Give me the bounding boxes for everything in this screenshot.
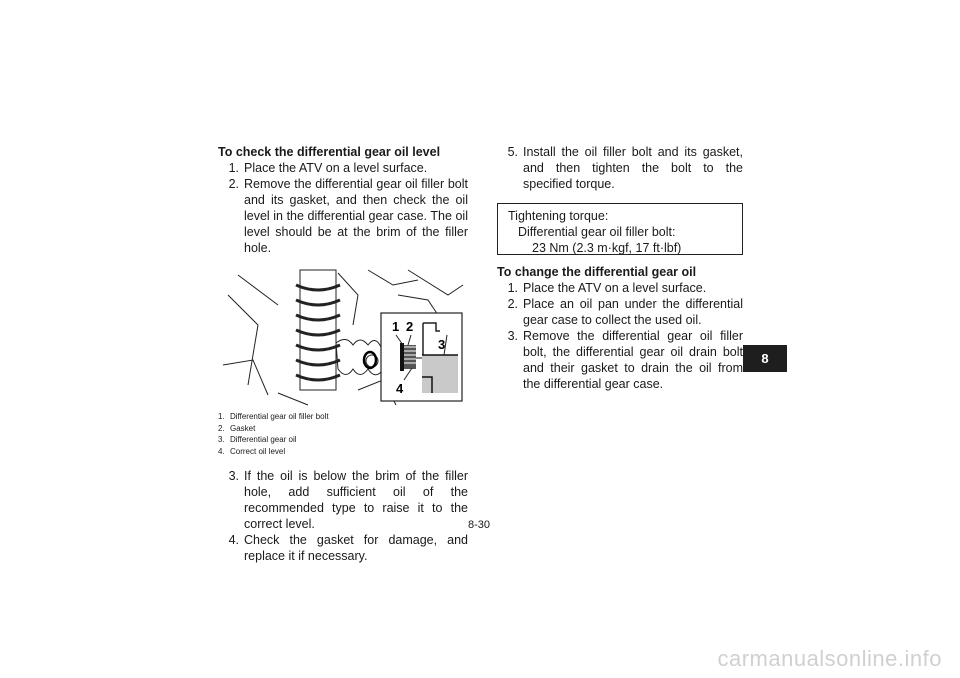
step-item <box>218 468 468 532</box>
step-text: Place an oil pan under the differential gear case to collect the used oil. <box>523 297 743 327</box>
step-number: 4. <box>228 533 239 547</box>
section-heading-check: To check the differential gear oil level <box>218 145 441 159</box>
step-text: If the oil is below the brim of the filler hole, add sufficient oil of the recommended type to raise it to the correct level. <box>244 469 468 531</box>
step-item <box>497 296 743 328</box>
step-text: Remove the differential gear oil filler bolt, the differential gear oil drain bolt and their gasket to drain the oil from the differential gear case. <box>523 329 743 391</box>
step-number: 1. <box>228 161 239 175</box>
left-column <box>218 144 468 564</box>
figure-captions <box>218 411 468 457</box>
step-number: 2. <box>507 297 518 311</box>
step-item <box>218 532 468 564</box>
step-text: Remove the differential gear oil filler bolt and its gasket, and then check the oil level in the differential gear case. The oil level should be at the brim of the filler hole. <box>244 177 468 255</box>
caption-item <box>218 411 468 423</box>
caption-item <box>218 434 468 446</box>
step-number: 5. <box>507 145 518 159</box>
caption-number: 3. <box>218 435 225 444</box>
step-number: 3. <box>228 469 239 483</box>
step-item <box>497 280 743 296</box>
step-list <box>218 160 468 256</box>
caption-item <box>218 446 468 458</box>
callout-1: 1 <box>392 319 400 334</box>
differential-illustration <box>218 265 468 411</box>
step-number: 1. <box>507 281 518 295</box>
chapter-tab: 8 <box>743 345 787 372</box>
step-text: Check the gasket for damage, and replace it if necessary. <box>244 533 468 563</box>
step-text: Place the ATV on a level surface. <box>244 161 428 175</box>
caption-number: 1. <box>218 412 225 421</box>
step-text: Install the oil filler bolt and its gasket, and then tighten the bolt to the specified torque. <box>523 145 743 191</box>
torque-value: 23 Nm (2.3 m·kgf, 17 ft·lbf) <box>532 241 682 255</box>
step-item <box>218 176 468 256</box>
step-item <box>497 328 743 392</box>
step-number: 2. <box>228 177 239 191</box>
torque-item: Differential gear oil filler bolt: <box>518 225 676 239</box>
step-item <box>497 144 743 192</box>
watermark: carmanualsonline.info <box>717 646 942 671</box>
page-number: 8-30 <box>468 519 491 531</box>
caption-number: 4. <box>218 446 225 456</box>
differential-figure <box>218 265 468 411</box>
caption-text: Differential gear oil filler bolt <box>230 412 329 421</box>
caption-number: 2. <box>218 423 225 433</box>
caption-text: Gasket <box>230 423 256 433</box>
step-list <box>497 280 743 392</box>
right-column <box>497 144 743 392</box>
torque-title: Tightening torque: <box>508 209 609 223</box>
step-text: Place the ATV on a level surface. <box>523 281 707 295</box>
step-list <box>218 468 468 564</box>
caption-text: Differential gear oil <box>230 435 297 444</box>
caption-item <box>218 423 468 435</box>
step-list <box>497 144 743 192</box>
callout-3: 3 <box>438 337 446 352</box>
step-item <box>218 160 468 176</box>
section-heading-change: To change the differential gear oil <box>497 265 697 279</box>
callout-4: 4 <box>396 381 404 396</box>
caption-text: Correct oil level <box>230 446 286 456</box>
callout-2: 2 <box>406 319 414 334</box>
torque-spec-box <box>497 203 743 255</box>
step-number: 3. <box>507 329 518 343</box>
